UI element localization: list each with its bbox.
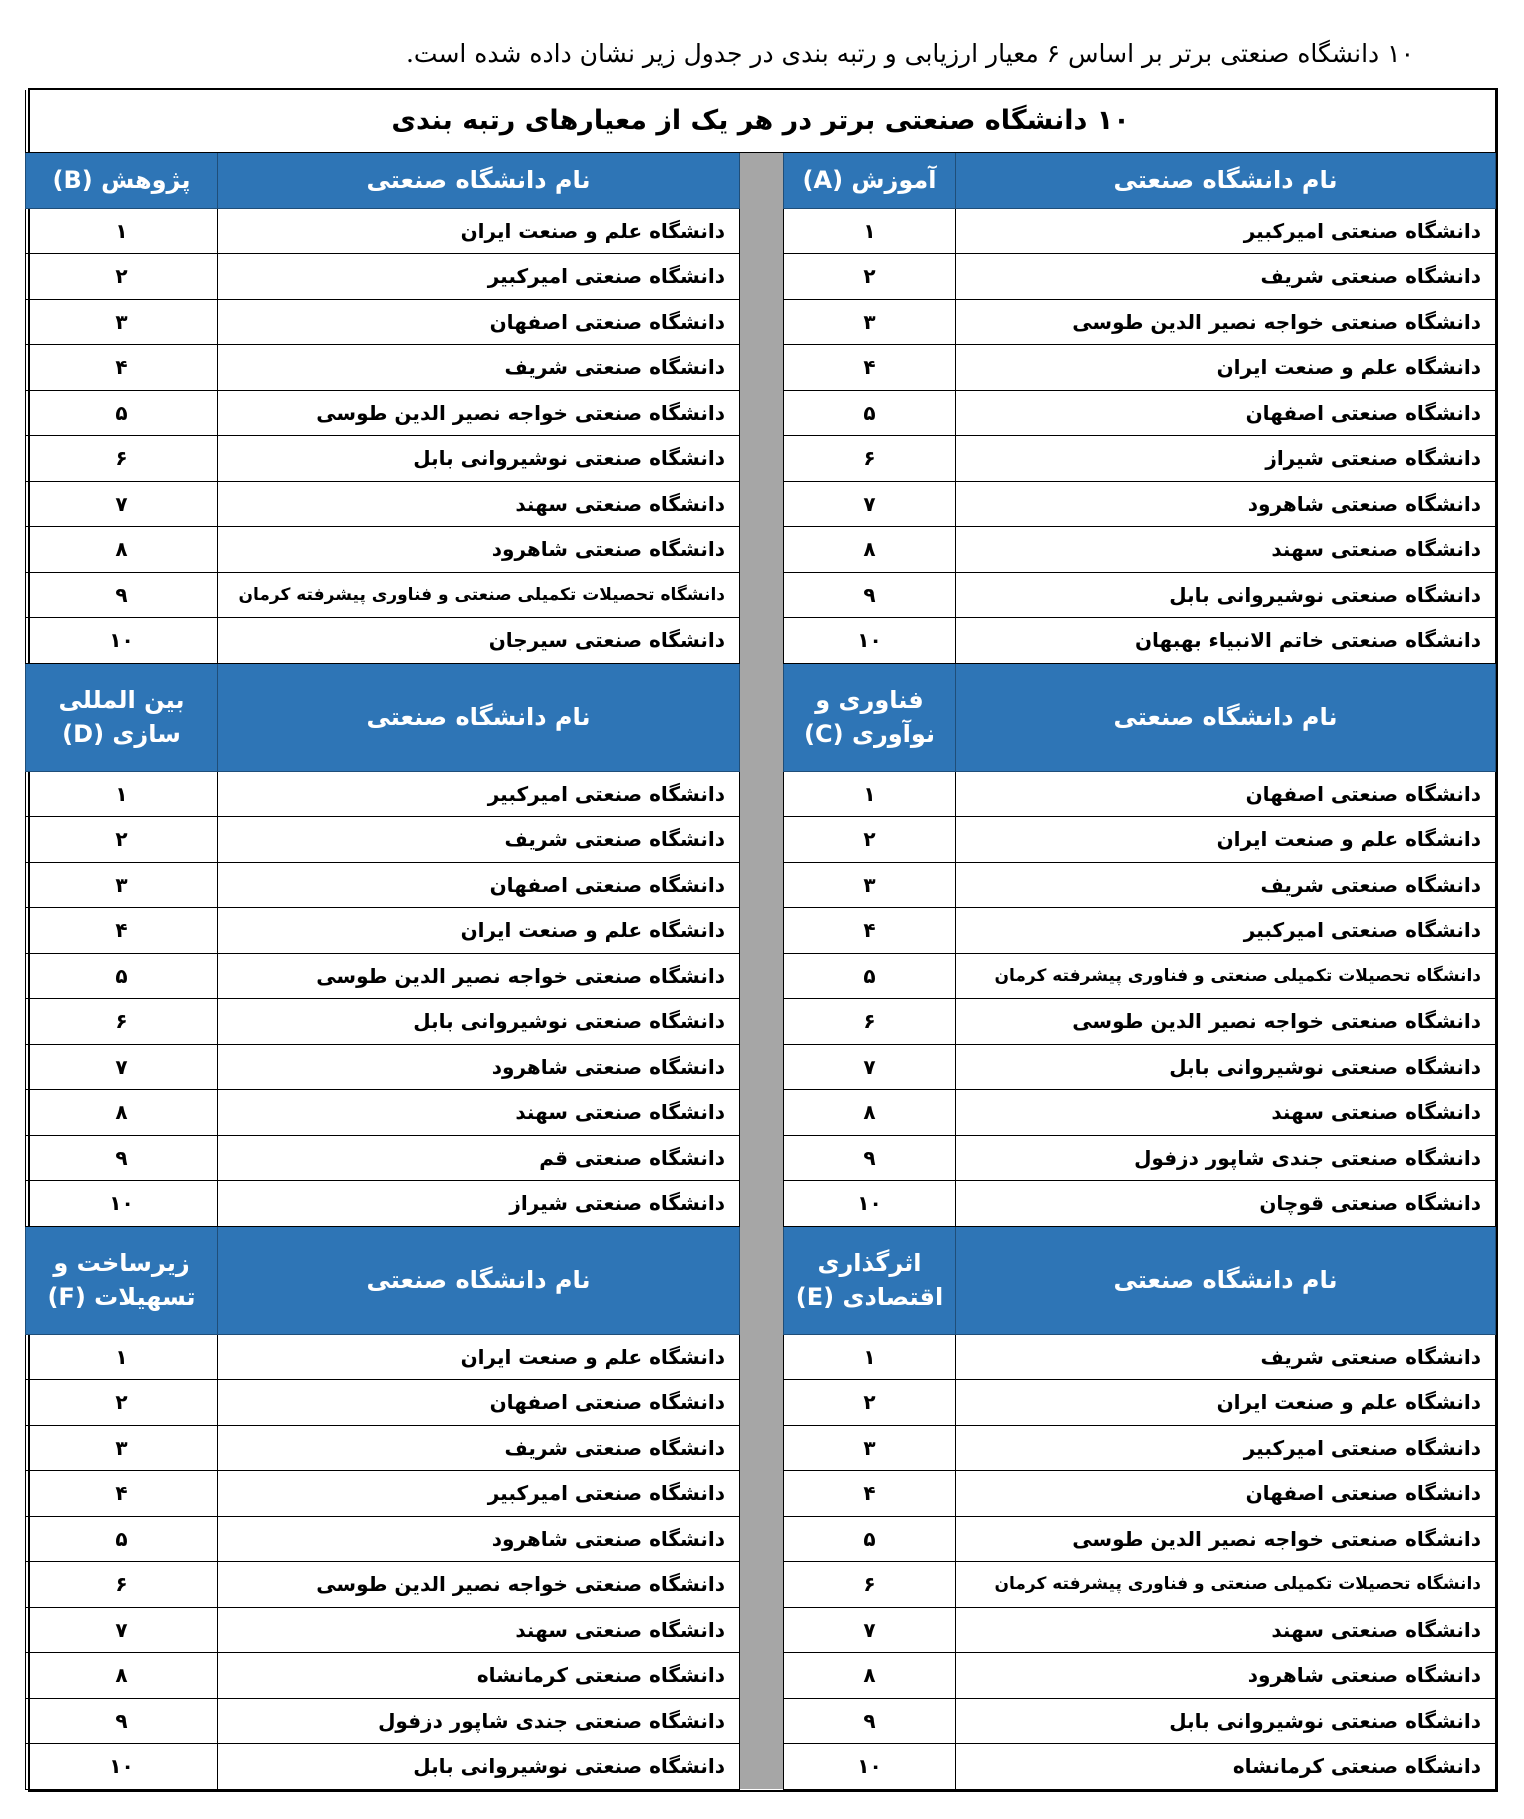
university-name-cell: دانشگاه صنعتی سهند [956,1607,1496,1653]
university-name-cell: دانشگاه صنعتی جندی شاپور دزفول [218,1698,740,1744]
university-name-cell: دانشگاه صنعتی سهند [218,481,740,527]
university-name-cell: دانشگاه صنعتی شاهرود [218,1516,740,1562]
university-name-cell: دانشگاه صنعتی شیراز [956,436,1496,482]
rank-cell: ۷ [784,1607,956,1653]
col-header-c-line2: نوآوری (C) [804,720,935,748]
column-separator [740,1516,784,1562]
table-row [26,208,1496,254]
university-name-cell: دانشگاه صنعتی سهند [956,1090,1496,1136]
rank-cell: ۱ [26,771,218,817]
rank-cell: ۳ [784,299,956,345]
rank-cell: ۶ [26,1562,218,1608]
table-row [26,618,1496,664]
rank-cell: ۲ [26,817,218,863]
rank-cell: ۲ [26,1380,218,1426]
rank-cell: ۱ [26,208,218,254]
university-name-cell: دانشگاه صنعتی شاهرود [956,481,1496,527]
university-name-cell: دانشگاه صنعتی شاهرود [218,1044,740,1090]
university-name-cell: دانشگاه صنعتی خواجه نصیر الدین طوسی [218,390,740,436]
rank-cell: ۱ [784,208,956,254]
column-separator [740,345,784,391]
column-separator [740,1471,784,1517]
column-separator [740,908,784,954]
university-name-cell: دانشگاه صنعتی خاتم الانبیاء بهبهان [956,618,1496,664]
university-name-cell: دانشگاه صنعتی نوشیروانی بابل [956,1698,1496,1744]
rank-cell: ۷ [784,1044,956,1090]
university-name-cell: دانشگاه صنعتی اصفهان [218,299,740,345]
section-c-d-rows [26,771,1496,1226]
table-row [26,862,1496,908]
table-row [26,1334,1496,1380]
university-name-cell: دانشگاه صنعتی شریف [218,1425,740,1471]
table-row [26,390,1496,436]
university-name-cell: دانشگاه صنعتی سهند [218,1607,740,1653]
table-row [26,481,1496,527]
rankings-table [25,90,1496,1790]
table-row [26,572,1496,618]
university-name-cell: دانشگاه صنعتی شریف [956,254,1496,300]
university-name-cell: دانشگاه علم و صنعت ایران [218,1334,740,1380]
col-header-name: نام دانشگاه صنعتی [218,1226,740,1334]
table-row [26,1425,1496,1471]
table-row [26,1181,1496,1227]
rank-cell: ۲ [784,254,956,300]
rank-cell: ۷ [26,481,218,527]
section-c-d-header [26,663,1496,771]
university-name-cell: دانشگاه تحصیلات تکمیلی صنعتی و فناوری پیشرفته کرمان [956,1562,1496,1608]
rank-cell: ۵ [26,953,218,999]
university-name-cell: دانشگاه صنعتی شریف [956,1334,1496,1380]
rank-cell: ۶ [784,436,956,482]
col-header-name: نام دانشگاه صنعتی [956,1226,1496,1334]
section-a-b-header [26,152,1496,208]
table-row [26,1090,1496,1136]
table-row [26,1471,1496,1517]
table-row [26,1698,1496,1744]
university-name-cell: دانشگاه صنعتی امیرکبیر [218,254,740,300]
column-separator [740,572,784,618]
rank-cell: ۲ [784,1380,956,1426]
rank-cell: ۱ [26,1334,218,1380]
column-separator [740,1744,784,1790]
university-name-cell: دانشگاه صنعتی شیراز [218,1181,740,1227]
university-name-cell: دانشگاه صنعتی امیرکبیر [218,1471,740,1517]
table-row [26,817,1496,863]
rank-cell: ۸ [26,527,218,573]
column-separator [740,663,784,771]
university-name-cell: دانشگاه صنعتی امیرکبیر [218,771,740,817]
section-e-f-rows [26,1334,1496,1789]
rankings-table-frame [28,88,1498,1792]
university-name-cell: دانشگاه صنعتی نوشیروانی بابل [218,1744,740,1790]
university-name-cell: دانشگاه صنعتی خواجه نصیر الدین طوسی [956,1516,1496,1562]
rank-cell: ۷ [26,1607,218,1653]
rank-cell: ۸ [784,1090,956,1136]
column-separator [740,299,784,345]
rank-cell: ۳ [26,1425,218,1471]
rank-cell: ۱۰ [784,618,956,664]
university-name-cell: دانشگاه صنعتی قوچان [956,1181,1496,1227]
table-row [26,1135,1496,1181]
university-name-cell: دانشگاه علم و صنعت ایران [956,345,1496,391]
table-row [26,1562,1496,1608]
column-separator [740,436,784,482]
rank-cell: ۶ [26,999,218,1045]
section-e-f-header [26,1226,1496,1334]
column-separator [740,1380,784,1426]
table-row [26,1607,1496,1653]
rank-cell: ۵ [26,1516,218,1562]
col-header-name: نام دانشگاه صنعتی [218,663,740,771]
rank-cell: ۸ [784,1653,956,1699]
university-name-cell: دانشگاه صنعتی شریف [218,345,740,391]
table-row [26,908,1496,954]
university-name-cell: دانشگاه صنعتی اصفهان [218,1380,740,1426]
col-header-name: نام دانشگاه صنعتی [218,152,740,208]
col-header-b: پژوهش (B) [26,152,218,208]
intro-text: ۱۰ دانشگاه صنعتی برتر بر اساس ۶ معیار ارزیابی و رتبه بندی در جدول زیر نشان داده شده است. [405,39,1414,68]
university-name-cell: دانشگاه صنعتی نوشیروانی بابل [956,572,1496,618]
column-separator [740,862,784,908]
column-separator [740,390,784,436]
university-name-cell: دانشگاه صنعتی سهند [218,1090,740,1136]
rank-cell: ۲ [26,254,218,300]
rank-cell: ۹ [26,1135,218,1181]
rank-cell: ۴ [784,908,956,954]
table-row [26,436,1496,482]
rank-cell: ۵ [784,1516,956,1562]
table-row [26,1380,1496,1426]
university-name-cell: دانشگاه صنعتی امیرکبیر [956,208,1496,254]
rank-cell: ۹ [784,1135,956,1181]
rank-cell: ۹ [26,1698,218,1744]
university-name-cell: دانشگاه صنعتی اصفهان [218,862,740,908]
university-name-cell: دانشگاه صنعتی شاهرود [218,527,740,573]
column-separator [740,254,784,300]
university-name-cell: دانشگاه صنعتی نوشیروانی بابل [956,1044,1496,1090]
rank-cell: ۷ [26,1044,218,1090]
column-separator [740,1135,784,1181]
column-separator [740,1334,784,1380]
university-name-cell: دانشگاه صنعتی خواجه نصیر الدین طوسی [218,953,740,999]
column-separator [740,999,784,1045]
col-header-d-line1: بین المللی [58,686,185,714]
university-name-cell: دانشگاه صنعتی شریف [956,862,1496,908]
rank-cell: ۳ [784,1425,956,1471]
table-row [26,345,1496,391]
rank-cell: ۵ [784,953,956,999]
rank-cell: ۶ [26,436,218,482]
column-separator [740,817,784,863]
university-name-cell: دانشگاه علم و صنعت ایران [956,817,1496,863]
column-separator [740,771,784,817]
rank-cell: ۱ [784,771,956,817]
column-separator [740,152,784,208]
col-header-f [26,1226,218,1334]
col-header-a: آموزش (A) [784,152,956,208]
column-separator [740,208,784,254]
university-name-cell: دانشگاه صنعتی شاهرود [956,1653,1496,1699]
rank-cell: ۹ [784,572,956,618]
university-name-cell: دانشگاه صنعتی جندی شاپور دزفول [956,1135,1496,1181]
col-header-d [26,663,218,771]
column-separator [740,527,784,573]
university-name-cell: دانشگاه صنعتی شریف [218,817,740,863]
col-header-f-line2: تسهیلات (F) [47,1283,196,1311]
column-separator [740,1226,784,1334]
col-header-name: نام دانشگاه صنعتی [956,152,1496,208]
university-name-cell: دانشگاه صنعتی سیرجان [218,618,740,664]
table-row [26,953,1496,999]
university-name-cell: دانشگاه صنعتی نوشیروانی بابل [218,436,740,482]
column-separator [740,1425,784,1471]
table-title: ۱۰ دانشگاه صنعتی برتر در هر یک از معیارهای رتبه بندی [26,90,1496,152]
column-separator [740,1653,784,1699]
rank-cell: ۵ [784,390,956,436]
table-row [26,1516,1496,1562]
column-separator [740,1562,784,1608]
table-row [26,999,1496,1045]
university-name-cell: دانشگاه صنعتی نوشیروانی بابل [218,999,740,1045]
table-row [26,299,1496,345]
university-name-cell: دانشگاه صنعتی امیرکبیر [956,1425,1496,1471]
rank-cell: ۶ [784,999,956,1045]
rank-cell: ۸ [784,527,956,573]
rank-cell: ۸ [26,1090,218,1136]
university-name-cell: دانشگاه صنعتی خواجه نصیر الدین طوسی [956,299,1496,345]
university-name-cell: دانشگاه صنعتی امیرکبیر [956,908,1496,954]
rank-cell: ۷ [784,481,956,527]
rank-cell: ۱۰ [784,1181,956,1227]
table-row [26,771,1496,817]
university-name-cell: دانشگاه صنعتی سهند [956,527,1496,573]
rank-cell: ۴ [26,1471,218,1517]
rank-cell: ۹ [26,572,218,618]
col-header-c [784,663,956,771]
rank-cell: ۸ [26,1653,218,1699]
university-name-cell: دانشگاه صنعتی کرمانشاه [956,1744,1496,1790]
university-name-cell: دانشگاه صنعتی اصفهان [956,771,1496,817]
col-header-e [784,1226,956,1334]
column-separator [740,1181,784,1227]
university-name-cell: دانشگاه صنعتی اصفهان [956,1471,1496,1517]
university-name-cell: دانشگاه علم و صنعت ایران [218,908,740,954]
col-header-d-line2: سازی (D) [62,720,181,748]
rank-cell: ۹ [784,1698,956,1744]
section-a-b-rows [26,208,1496,663]
column-separator [740,1607,784,1653]
rank-cell: ۳ [26,862,218,908]
university-name-cell: دانشگاه علم و صنعت ایران [218,208,740,254]
university-name-cell: دانشگاه صنعتی خواجه نصیر الدین طوسی [218,1562,740,1608]
col-header-name: نام دانشگاه صنعتی [956,663,1496,771]
rank-cell: ۵ [26,390,218,436]
col-header-f-line1: زیرساخت و [53,1249,190,1277]
table-row [26,1044,1496,1090]
rank-cell: ۱۰ [26,1744,218,1790]
rank-cell: ۴ [784,1471,956,1517]
rank-cell: ۱۰ [26,618,218,664]
university-name-cell: دانشگاه صنعتی قم [218,1135,740,1181]
column-separator [740,953,784,999]
column-separator [740,481,784,527]
rank-cell: ۴ [784,345,956,391]
column-separator [740,1090,784,1136]
university-name-cell: دانشگاه صنعتی کرمانشاه [218,1653,740,1699]
rank-cell: ۴ [26,908,218,954]
table-row [26,527,1496,573]
rank-cell: ۳ [26,299,218,345]
rank-cell: ۱۰ [26,1181,218,1227]
university-name-cell: دانشگاه تحصیلات تکمیلی صنعتی و فناوری پیشرفته کرمان [956,953,1496,999]
column-separator [740,1698,784,1744]
rank-cell: ۱۰ [784,1744,956,1790]
rank-cell: ۳ [784,862,956,908]
rank-cell: ۲ [784,817,956,863]
table-row [26,1744,1496,1790]
col-header-e-line2: اقتصادی (E) [795,1283,944,1311]
university-name-cell: دانشگاه تحصیلات تکمیلی صنعتی و فناوری پیشرفته کرمان [218,572,740,618]
rank-cell: ۶ [784,1562,956,1608]
rank-cell: ۴ [26,345,218,391]
col-header-e-line1: اثرگذاری [817,1249,922,1277]
university-name-cell: دانشگاه صنعتی خواجه نصیر الدین طوسی [956,999,1496,1045]
column-separator [740,618,784,664]
column-separator [740,1044,784,1090]
table-row [26,254,1496,300]
university-name-cell: دانشگاه صنعتی اصفهان [956,390,1496,436]
university-name-cell: دانشگاه علم و صنعت ایران [956,1380,1496,1426]
col-header-c-line1: فناوری و [815,686,924,714]
rank-cell: ۱ [784,1334,956,1380]
table-row [26,1653,1496,1699]
